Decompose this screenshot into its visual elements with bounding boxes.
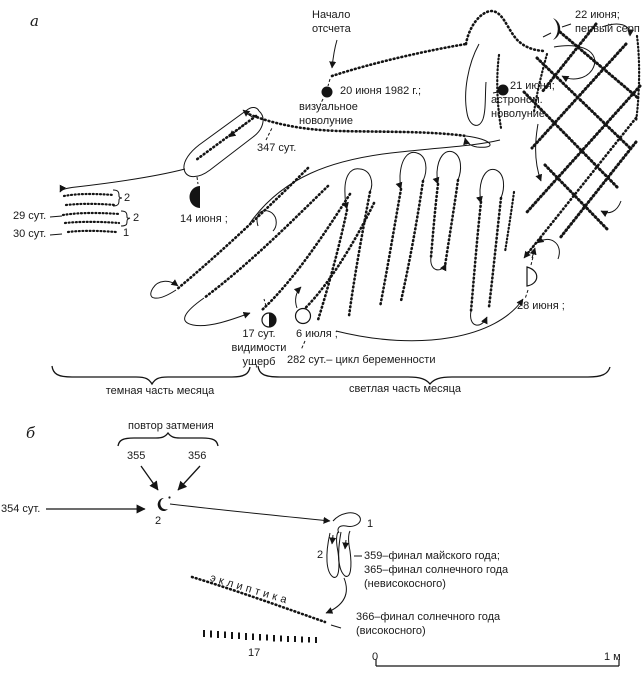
days-354-label: 354 сут. <box>1 503 41 515</box>
june22-label: 22 июня; первый серп <box>575 9 640 36</box>
eclipse-repeat-brace <box>118 433 218 446</box>
half-moon-left-icon <box>190 186 201 208</box>
start-line1: Начало <box>312 9 351 21</box>
num-356-label: 356 <box>188 450 207 462</box>
group-count-a: 2 <box>124 192 131 204</box>
june28-label: 28 июня ; <box>517 300 565 312</box>
astro-newmoon-label: астроном. новолуние <box>491 94 546 121</box>
start-line2: отсчета <box>312 23 351 36</box>
start-of-count-label <box>312 8 351 36</box>
loop-1 <box>333 513 360 533</box>
half-moon-right-outline-icon <box>527 267 537 286</box>
scale-zero-label: 0 <box>372 651 379 663</box>
june20-label: 20 июня 1982 г.; <box>340 85 422 97</box>
num-2-center-label: 2 <box>155 515 162 527</box>
june21-label: 21 июня; <box>510 80 555 92</box>
stippled-strokes <box>63 11 639 320</box>
num-355-label: 355 <box>127 450 146 462</box>
eclipse-repeat-label: повтор затмения <box>128 420 214 432</box>
visibility-label: 17 сут. видимости ущерб <box>231 328 287 369</box>
days-30-label: 30 сут. <box>13 228 47 240</box>
days-282-label: 282 сут.– цикл беременности <box>287 354 436 366</box>
scale-bar <box>376 659 619 666</box>
panel-a-label: а <box>30 12 39 30</box>
tick-row-17 <box>204 630 316 643</box>
num-2-right-label: 2 <box>317 549 324 561</box>
small-brace <box>121 211 130 226</box>
group-count-c: 1 <box>123 227 130 239</box>
half-dark-circle-fill <box>269 313 276 327</box>
open-circle-icon <box>296 309 311 324</box>
final-366-label: 366–финал солнечного года (високосного) <box>356 611 501 638</box>
loop-2b <box>339 531 351 576</box>
days-347-label: 347 сут. <box>257 142 297 154</box>
num-17-label: 17 <box>248 647 261 659</box>
panel-b-label: б <box>26 424 36 442</box>
ecliptic-label: эклиптика <box>208 572 292 608</box>
num-1-label: 1 <box>367 518 374 530</box>
dark-part-brace <box>52 366 250 384</box>
panel-b-figure <box>46 433 619 666</box>
days-29-label: 29 сут. <box>13 210 47 222</box>
small-brace <box>113 190 122 206</box>
group-count-b: 2 <box>133 212 140 224</box>
light-part-label: светлая часть месяца <box>348 383 462 395</box>
new-moon-filled-icon <box>322 87 333 98</box>
visual-newmoon-label: визуальное новолуние <box>299 101 358 128</box>
panel-a-figure <box>50 11 640 384</box>
crescent-icon <box>553 18 560 40</box>
july6-label: 6 июля ; <box>296 328 338 340</box>
lattice-strokes <box>524 24 640 253</box>
june14-label: 14 июня ; <box>180 213 228 225</box>
dark-part-label: темная часть месяца <box>105 385 215 397</box>
final-years-label: 359–финал майского года; 365–финал солнечного года (невисокосного) <box>364 550 509 591</box>
dot-mark <box>168 496 170 498</box>
crescent-icon <box>158 498 168 511</box>
scale-1m-label: 1 м <box>604 651 621 663</box>
